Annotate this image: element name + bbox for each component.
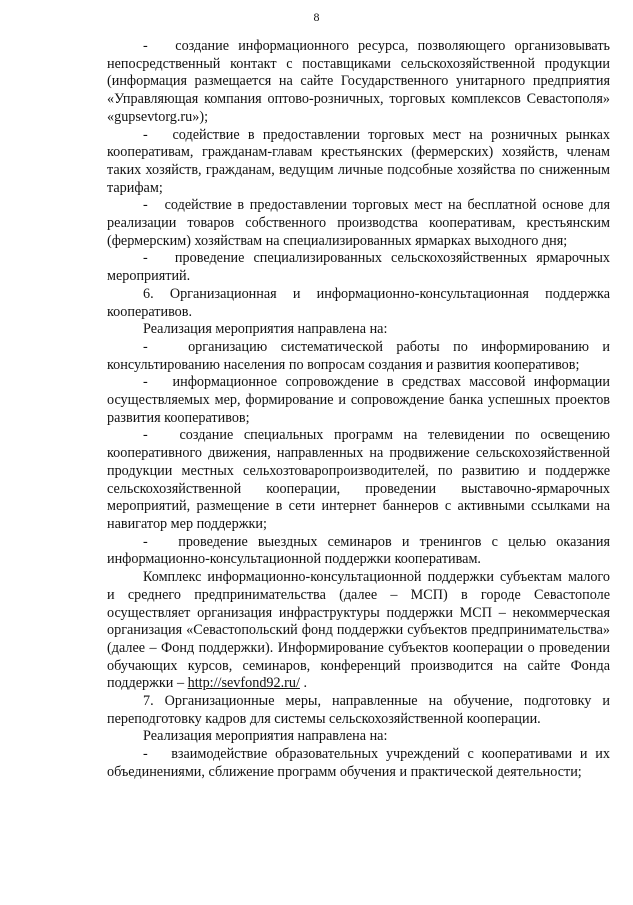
paragraph-directed-at-2: Реализация мероприятия направлена на: [143, 728, 388, 745]
paragraph-free-trading-places: - содействие в предоставлении торговых мест на бесплатной основе для реализации товаров собственного производства кооперативам, крестьянским (фермерским) хозяйствам на специализированных ярмарках выходного дня; [107, 197, 610, 249]
document-body [107, 38, 610, 782]
page-number: 8 [313, 10, 320, 24]
paragraph-fair-events: - проведение специализированных сельскохозяйственных ярмарочных мероприятий. [107, 250, 610, 285]
paragraph-tv-programs: - создание специальных программ на телевидении по освещению кооперативного движения, направленных на продвижение сельскохозяйственной продукции местных сельхозтоваропроизводителей, по развитию и поддержке сельскохозяйственной кооперации, проведении выставочно-ярмарочных мероприятий, размещение в сети интернет баннеров с активными ссылками на навигатор мер поддержки; [107, 427, 610, 532]
paragraph-directed-at: Реализация мероприятия направлена на: [143, 321, 388, 338]
paragraph-retail-markets: - содействие в предоставлении торговых мест на розничных рынках кооперативам, гражданам-главам крестьянских (фермерских) хозяйств, членам таких хозяйств, гражданам, ведущим личные подсобные хозяйства по сниженным тарифам; [107, 126, 610, 196]
fund-website-link[interactable]: http://sevfond92.ru/ [187, 675, 300, 692]
paragraph-education-interaction: - взаимодействие образовательных учреждений с кооперативами и их объединениями, сближение программ обучения и практической деятельности; [107, 746, 610, 780]
paragraph-msp-text: Комплекс информационно-консультационной поддержки субъектам малого и среднего предпринимательства (далее – МСП) в городе Севастополе осуществляет организация инфраструктуры поддержки МСП – некоммерческая организация «Севастопольский фонд поддержки субъектов предпринимательства» (далее – Фонд поддержки). Информирование субъектов кооперации о проведении обучающих курсов, семинаров, конференций производится на сайте Фонда поддержки – [107, 569, 610, 692]
section-heading-7: 7. Организационные меры, направленные на обучение, подготовку и переподготовку кадров для системы сельскохозяйственной кооперации. [107, 693, 610, 727]
paragraph-systematic-work: - организацию систематической работы по информированию и консультированию населения по вопросам создания и развития кооперативов; [107, 338, 610, 373]
paragraph-media-support: - информационное сопровождение в средствах массовой информации осуществляемых мер, формирование и сопровождение банка успешных проектов развития кооперативов; [107, 374, 610, 426]
paragraph-seminars: - проведение выездных семинаров и тренингов с целью оказания информационно-консультационной поддержки кооперативам. [107, 533, 610, 568]
section-heading-6: 6. Организационная и информационно-консультационная поддержка кооперативов. [107, 285, 610, 320]
paragraph-msp-support [107, 569, 610, 693]
paragraph-info-resource: - создание информационного ресурса, позволяющего организовывать непосредственный контакт с поставщиками сельскохозяйственной продукции (информация размещается на сайте Государственного унитарного предприятия «Управляющая компания оптово-розничных, торговых комплексов Севастополя» «gupsevtorg.ru»); [107, 38, 610, 125]
link-suffix: . [299, 675, 307, 692]
